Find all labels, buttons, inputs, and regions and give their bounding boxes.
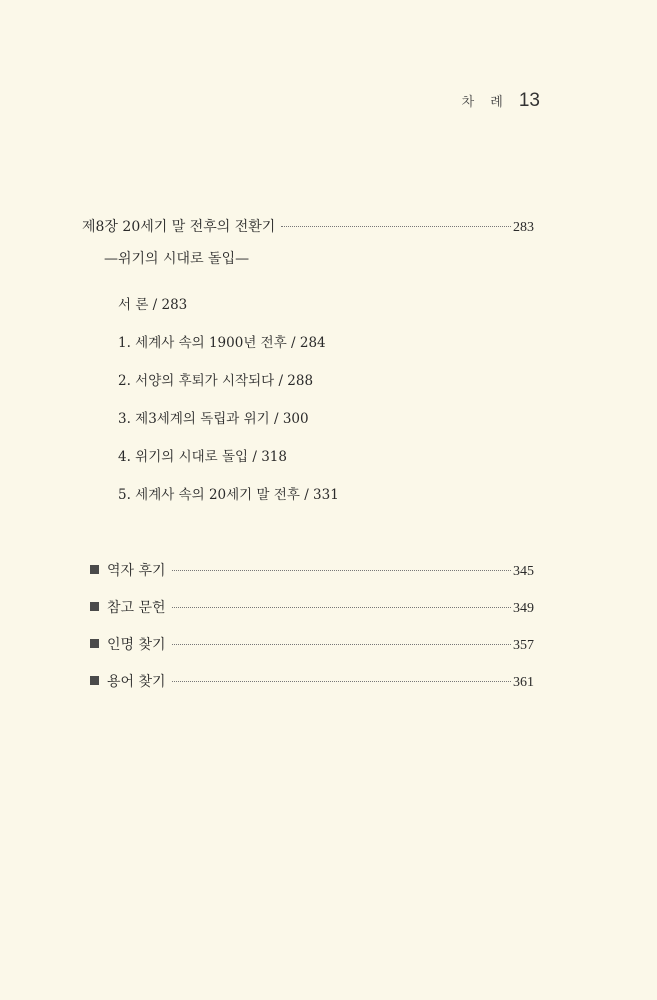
- square-bullet-icon: [90, 676, 99, 685]
- dot-leader: [281, 226, 511, 227]
- section-entry: 서 론 / 283: [118, 297, 188, 313]
- back-matter-item: [90, 597, 534, 634]
- back-matter-title: 역자 후기: [107, 563, 166, 579]
- back-matter-title: 참고 문헌: [107, 600, 166, 616]
- back-matter-page: 349: [513, 601, 534, 616]
- chapter-subtitle: —위기의 시대로 돌입—: [104, 251, 250, 267]
- section-entry: 1. 세계사 속의 1900년 전후 / 284: [118, 335, 326, 351]
- dot-leader: [172, 681, 511, 682]
- section-entry: 2. 서양의 후퇴가 시작되다 / 288: [118, 373, 314, 389]
- running-head-label: 차 례: [461, 95, 509, 110]
- square-bullet-icon: [90, 639, 99, 648]
- square-bullet-icon: [90, 602, 99, 611]
- back-matter-item: [90, 634, 534, 671]
- section-entry: 4. 위기의 시대로 돌입 / 318: [118, 449, 287, 465]
- table-of-contents: [82, 216, 534, 708]
- dot-leader: [172, 607, 511, 608]
- back-matter-item: [90, 560, 534, 597]
- section-entry: 3. 제3세계의 독립과 위기 / 300: [118, 411, 309, 427]
- back-matter-list: [90, 560, 534, 708]
- back-matter-page: 345: [513, 564, 534, 579]
- back-matter-item: [90, 671, 534, 708]
- section-list: [118, 284, 534, 512]
- back-matter-title: 인명 찾기: [107, 637, 166, 653]
- page-number: 13: [518, 90, 540, 111]
- back-matter-page: 357: [513, 638, 534, 653]
- dot-leader: [172, 644, 511, 645]
- dot-leader: [172, 570, 511, 571]
- square-bullet-icon: [90, 565, 99, 574]
- chapter-title: 제8장 20세기 말 전후의 전환기: [82, 219, 276, 235]
- chapter-heading: [82, 216, 534, 240]
- section-entry: 5. 세계사 속의 20세기 말 전후 / 331: [118, 487, 339, 503]
- back-matter-page: 361: [513, 675, 534, 690]
- chapter-page: 283: [513, 220, 534, 235]
- running-head: [462, 90, 540, 112]
- back-matter-title: 용어 찾기: [107, 674, 166, 690]
